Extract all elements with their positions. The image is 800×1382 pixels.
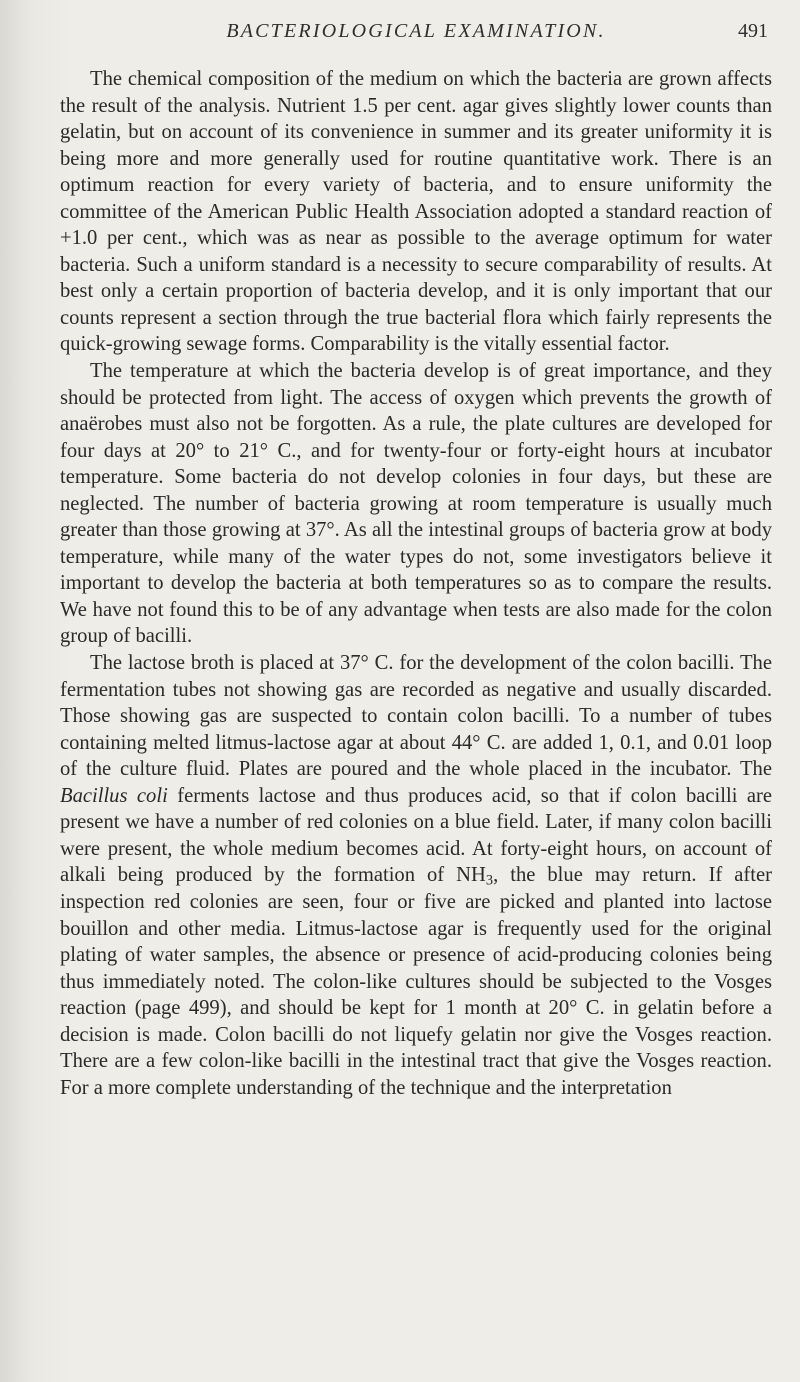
page-header	[60, 14, 772, 50]
paragraph-text-part-3: , the blue may return. If after inspection red colonies are seen, four or five are picked and planted into lactose bouillon and other media. Litmus-lactose agar is frequently used for the original plating of water samples, the absence or presence of acid-producing colonies being thus immediately noted. The colon-like cultures should be subjected to the Vosges reaction (page 499), and should be kept for 1 month at 20° C. in gelatin before a decision is made. Colon bacilli do not liquefy gelatin nor give the Vosges reaction. There are a few colon-like bacilli in the intestinal tract that give the Vosges reaction. For a more complete understanding of the technique and the interpretation	[60, 864, 772, 1099]
species-name: Bacillus coli	[60, 784, 168, 807]
paragraph-text-part-2: ferments lactose and thus produces acid, so that if colon bacilli are present we have a number of red colonies on a blue field. Later, if many colon bacilli were present, the whole medium becomes acid. At forty-eight hours, on account of alkali being produced by the formation of NH	[60, 784, 772, 887]
paragraph-temperature: The temperature at which the bacteria develop is of great importance, and they should be protected from light. The access of oxygen which prevents the growth of anaërobes must also not be forgotten. As a rule, the plate cultures are developed for four days at 20° to 21° C., and for twenty-four or forty-eight hours at incubator temperature. Some bacteria do not develop colonies in four days, but these are neglected. The number of bacteria growing at room temperature is usually much greater than those growing at 37°. As all the intestinal groups of bacteria grow at body temperature, while many of the water types do not, some investigators believe it important to develop the bacteria at both temperatures so as to compare the results. We have not found this to be of any advantage when tests are also made for the colon group of bacilli.	[60, 360, 772, 648]
running-head: BACTERIOLOGICAL EXAMINATION.	[226, 20, 606, 42]
chemical-subscript: 3	[485, 873, 494, 889]
paragraph-text-part-1: The lactose broth is placed at 37° C. for the development of the colon bacilli. The fermentation tubes not showing gas are recorded as negative and usually discarded. Those showing gas are suspected to contain colon bacilli. To a number of tubes containing melted litmus-lactose agar at about 44° C. are added 1, 0.1, and 0.01 loop of the culture fluid. Plates are poured and the whole placed in the incubator. The	[60, 652, 772, 781]
paragraph-culture-medium: The chemical composition of the medium on which the bacteria are grown affects the result of the analysis. Nutrient 1.5 per cent. agar gives slightly lower counts than gelatin, but on account of its convenience in summer and its greater uniformity it is being more and more generally used for routine quantitative work. There is an optimum reaction for every variety of bacteria, and to ensure uniformity the committee of the American Public Health Association adopted a standard reaction of +1.0 per cent., which was as near as possible to the average optimum for water bacteria. Such a uniform standard is a necessity to secure comparability of results. At best only a certain proportion of bacteria develop, and it is only important that our counts represent a section through the true bacterial flora which fairly represents the quick-growing sewage forms. Comparability is the vitally essential factor.	[60, 68, 772, 356]
body-text	[60, 66, 772, 1101]
paragraph-lactose-broth	[60, 650, 772, 1101]
page-number: 491	[738, 20, 768, 42]
